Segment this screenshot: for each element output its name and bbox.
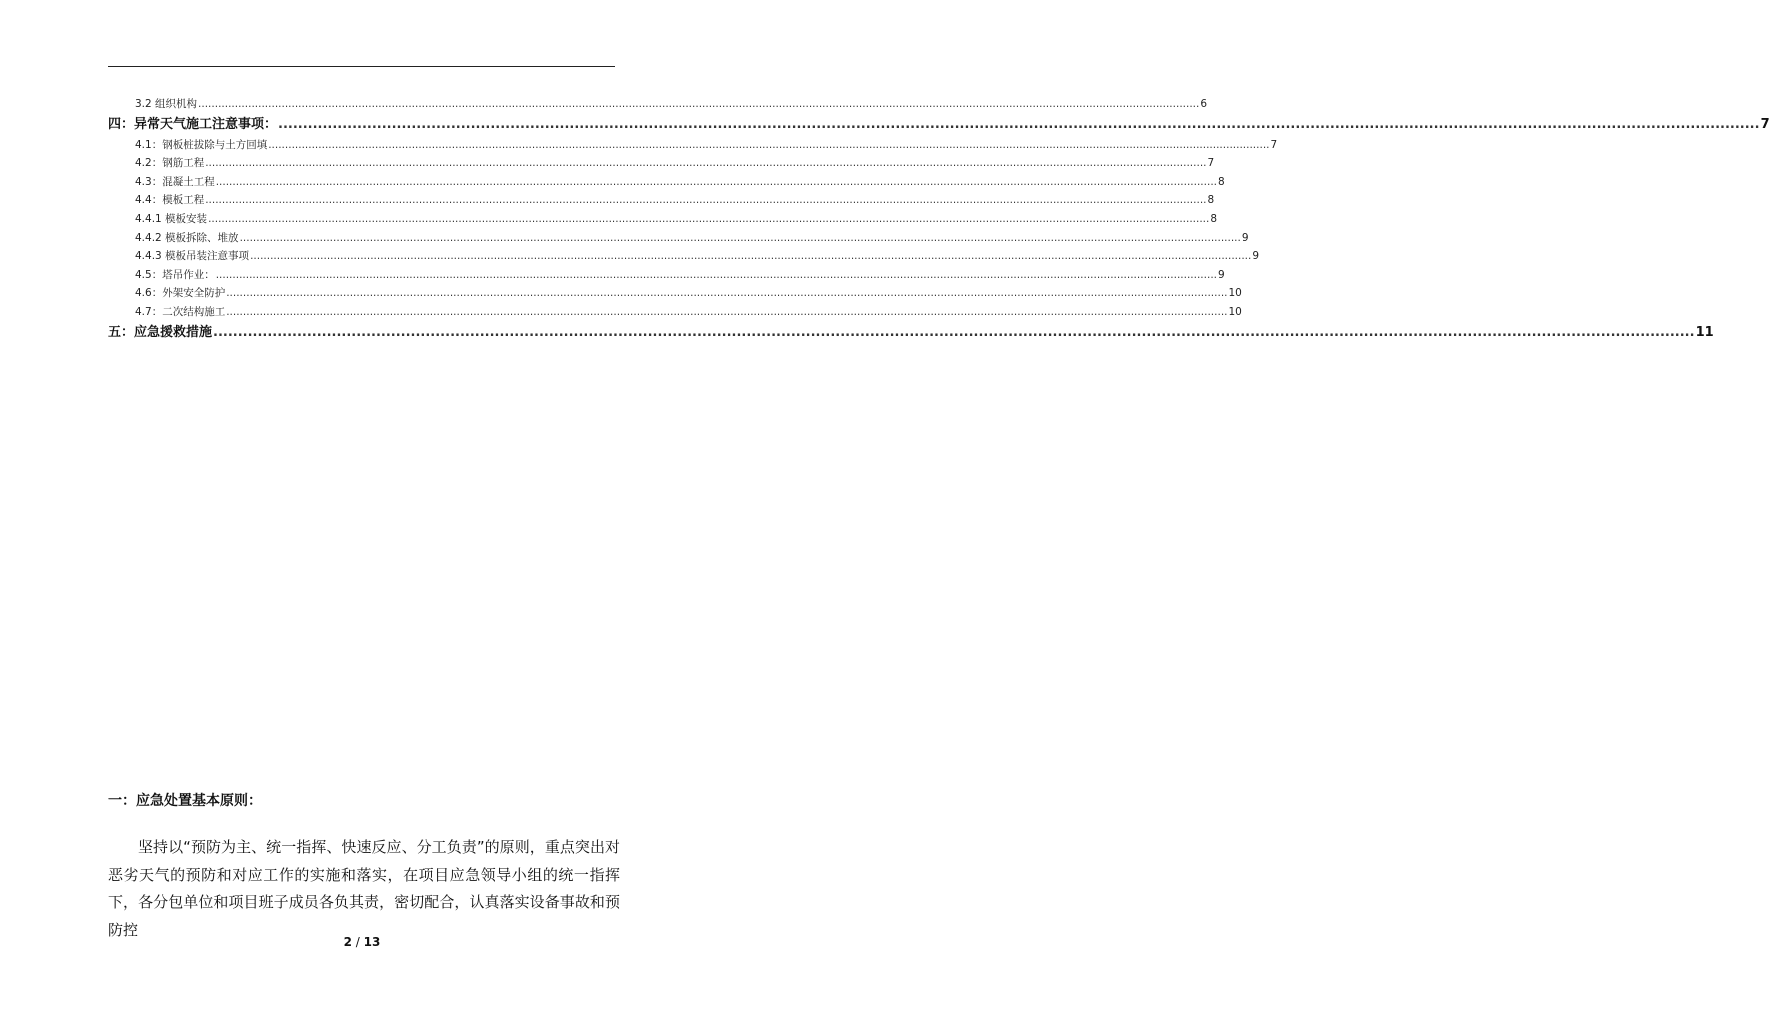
toc-entry-page: 11 bbox=[1695, 324, 1714, 340]
toc-entry-title: 4.6：外架安全防护 bbox=[135, 287, 226, 300]
toc-entry-page: 9 bbox=[1241, 231, 1249, 244]
toc-leader-dots: ............................................................................................................................................................................................................................................................................................................ bbox=[278, 116, 1760, 132]
toc-entry[interactable] bbox=[108, 191, 1215, 210]
toc-leader-dots: ............................................................................................................................................................................................................................................................................................................ bbox=[205, 157, 1207, 170]
toc-entry-page: 9 bbox=[1252, 250, 1260, 263]
toc-entry-title: 五：应急援救措施 bbox=[108, 324, 213, 340]
toc-leader-dots: ............................................................................................................................................................................................................................................................................................................ bbox=[198, 98, 1200, 110]
toc-leader-dots: ............................................................................................................................................................................................................................................................................................................ bbox=[213, 324, 1695, 340]
toc-entry[interactable] bbox=[108, 247, 1260, 266]
toc-leader-dots: ............................................................................................................................................................................................................................................................................................................ bbox=[268, 138, 1270, 151]
toc-entry-page: 10 bbox=[1228, 305, 1242, 318]
header-rule bbox=[108, 66, 615, 67]
toc-entry[interactable] bbox=[108, 266, 1225, 285]
toc-entry-title: 4.3：混凝土工程 bbox=[135, 175, 215, 188]
toc-entry-page: 8 bbox=[1207, 194, 1215, 207]
toc-entry-page: 7 bbox=[1207, 157, 1215, 170]
toc-entry[interactable] bbox=[108, 136, 1278, 155]
toc-leader-dots: ............................................................................................................................................................................................................................................................................................................ bbox=[215, 175, 1217, 188]
toc-entry[interactable] bbox=[108, 322, 1714, 344]
toc-entry-page: 6 bbox=[1200, 98, 1208, 110]
page-separator: / bbox=[355, 935, 360, 949]
toc-entry[interactable] bbox=[108, 173, 1225, 192]
section-heading: 一：应急处置基本原则： bbox=[108, 793, 262, 809]
toc-entry-title: 4.4.1 模板安装 bbox=[135, 212, 208, 225]
toc-entry-title: 四：异常天气施工注意事项： bbox=[108, 116, 278, 132]
toc-leader-dots: ............................................................................................................................................................................................................................................................................................................ bbox=[226, 305, 1228, 318]
toc-entry-page: 10 bbox=[1228, 287, 1242, 300]
toc-leader-dots: ............................................................................................................................................................................................................................................................................................................ bbox=[215, 268, 1217, 281]
toc-entry[interactable] bbox=[108, 210, 1218, 229]
toc-entry[interactable] bbox=[108, 95, 1208, 114]
toc-entry-title: 4.4.2 模板拆除、堆放 bbox=[135, 231, 239, 244]
toc-entry-title: 4.4.3 模板吊装注意事项 bbox=[135, 250, 250, 263]
toc-entry[interactable] bbox=[108, 114, 1770, 136]
toc-entry-title: 4.4：模板工程 bbox=[135, 194, 205, 207]
toc-leader-dots: ............................................................................................................................................................................................................................................................................................................ bbox=[239, 231, 1241, 244]
toc-entry-title: 4.1：钢板桩拔除与土方回填 bbox=[135, 138, 268, 151]
toc-entry-page: 8 bbox=[1210, 212, 1218, 225]
body-paragraph: 坚持以“预防为主、统一指挥、快速反应、分工负责”的原则，重点突出对恶劣天气的预防和对应工作的实施和落实，在项目应急领导小组的统一指挥下，各分包单位和项目班子成员各负其责，密切配合，认真落实设备事故和预防控 bbox=[108, 838, 620, 939]
toc-entry-page: 7 bbox=[1760, 116, 1770, 132]
toc-entry-title: 4.2：钢筋工程 bbox=[135, 157, 205, 170]
toc-leader-dots: ............................................................................................................................................................................................................................................................................................................ bbox=[250, 250, 1252, 263]
toc-entry-title: 4.7：二次结构施工 bbox=[135, 305, 226, 318]
toc-entry-title: 4.5：塔吊作业： bbox=[135, 268, 215, 281]
current-page-number: 2 bbox=[343, 935, 352, 949]
toc-entry[interactable] bbox=[108, 284, 1242, 303]
toc-entry[interactable] bbox=[108, 154, 1215, 173]
toc-entry-page: 8 bbox=[1218, 175, 1225, 188]
toc-entry[interactable] bbox=[108, 229, 1249, 248]
toc-entry[interactable] bbox=[108, 303, 1242, 322]
toc-entry-page: 7 bbox=[1270, 138, 1278, 151]
toc-entry-title: 3.2 组织机构 bbox=[135, 98, 198, 110]
total-pages-number: 13 bbox=[363, 935, 381, 949]
table-of-contents bbox=[108, 95, 1770, 344]
page-number bbox=[0, 935, 724, 949]
toc-leader-dots: ............................................................................................................................................................................................................................................................................................................ bbox=[208, 212, 1210, 225]
toc-leader-dots: ............................................................................................................................................................................................................................................................................................................ bbox=[226, 287, 1228, 300]
toc-entry-page: 9 bbox=[1218, 268, 1225, 281]
toc-leader-dots: ............................................................................................................................................................................................................................................................................................................ bbox=[205, 194, 1207, 207]
